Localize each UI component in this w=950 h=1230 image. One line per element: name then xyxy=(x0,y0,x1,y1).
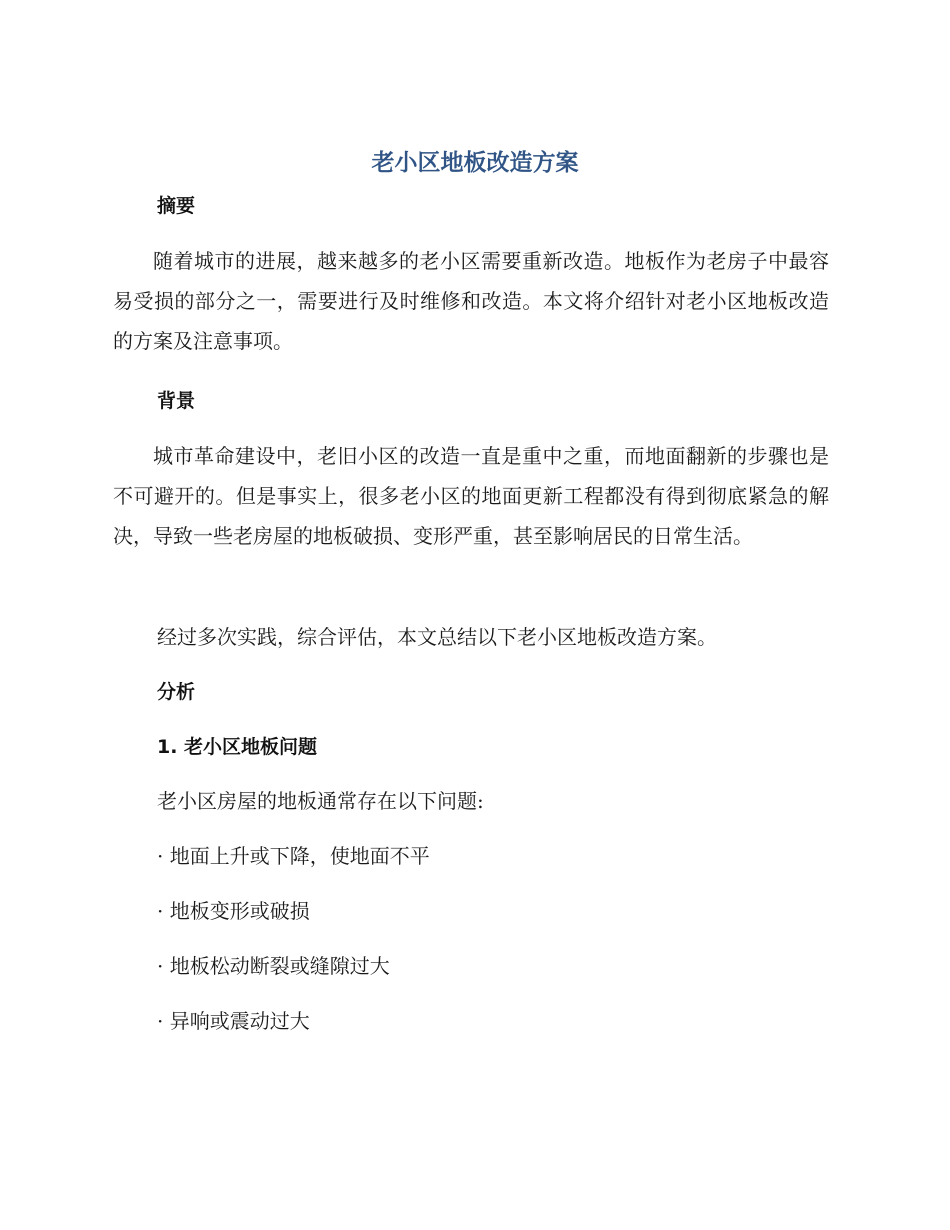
background-summary: 经过多次实践，综合评估，本文总结以下老小区地板改造方案。 xyxy=(157,625,717,649)
abstract-heading: 摘要 xyxy=(157,195,196,217)
background-heading: 背景 xyxy=(157,390,196,412)
problem-intro: 老小区房屋的地板通常存在以下问题: xyxy=(157,789,484,813)
document-title: 老小区地板改造方案 xyxy=(371,150,579,176)
problem-heading: 1. 老小区地板问题 xyxy=(157,736,318,758)
background-paragraph: 城市革命建设中，老旧小区的改造一直是重中之重，而地面翻新的步骤也是不可避开的。但是事实上，很多老小区的地面更新工程都没有得到彻底紧急的解决，导致一些老房屋的地板破损、变形严重，甚至影响居民的日常生活。 xyxy=(113,444,829,548)
problem-list-item: · 地面上升或下降，使地面不平 xyxy=(157,844,430,868)
problem-list-item: · 地板变形或破损 xyxy=(157,899,310,923)
problem-list-item: · 异响或震动过大 xyxy=(157,1009,310,1033)
problem-list-item: · 地板松动断裂或缝隙过大 xyxy=(157,954,390,978)
abstract-paragraph: 随着城市的进展，越来越多的老小区需要重新改造。地板作为老房子中最容易受损的部分之一，需要进行及时维修和改造。本文将介绍针对老小区地板改造的方案及注意事项。 xyxy=(113,249,829,353)
analysis-heading: 分析 xyxy=(157,681,196,703)
